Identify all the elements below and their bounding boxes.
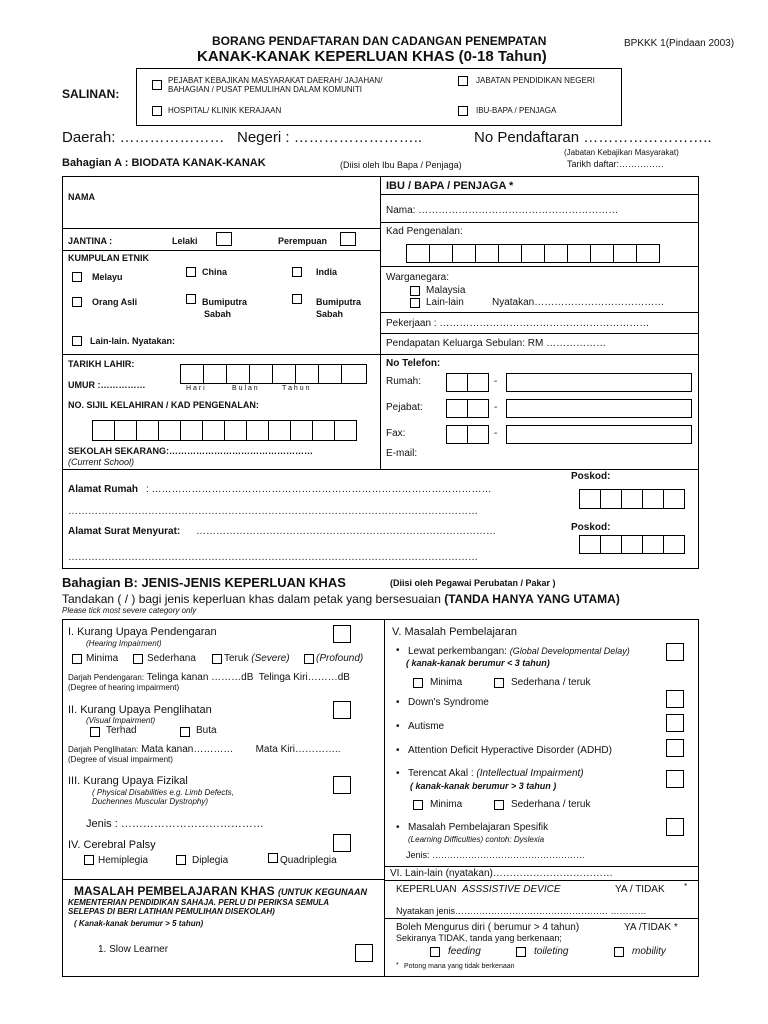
learning-title: V. Masalah Pembelajaran — [392, 626, 517, 638]
pejabat-area-box[interactable] — [467, 399, 489, 418]
kad-digit-box[interactable] — [590, 244, 614, 263]
vision-degree-en: (Degree of visual impairment) — [68, 755, 173, 764]
alamat-rumah-field[interactable]: : ………………………………………………………………………………………… — [146, 484, 492, 495]
checkbox-autisme[interactable] — [666, 714, 684, 732]
rumah-area-box[interactable] — [446, 373, 468, 392]
checkbox-downs-syndrome[interactable] — [666, 690, 684, 708]
physical-en1: ( Physical Disabilities e.g. Limb Defects, — [92, 788, 234, 797]
lain-lain-etnik-label: Lain-lain. Nyatakan: — [90, 336, 176, 346]
alamat-rumah-line2[interactable]: …………………………………………………………………………………………………………… — [68, 506, 478, 517]
hearing-sederhana-label: Sederhana — [147, 653, 196, 664]
checkbox-vision-buta[interactable] — [180, 727, 190, 737]
perempuan-label: Perempuan — [278, 236, 328, 246]
terencat-sederhana-label: Sederhana / teruk — [511, 799, 591, 810]
boleh-ya-tidak[interactable]: YA /TIDAK * — [624, 922, 678, 933]
hearing-profound-label: (Profound) — [316, 653, 364, 664]
lewat-row — [408, 645, 630, 658]
checkbox-hearing-profound[interactable] — [304, 654, 314, 664]
sijil-digit-box[interactable] — [114, 420, 137, 441]
umur-field[interactable]: UMUR :…………… — [68, 380, 146, 390]
feeding-label: feeding — [448, 946, 481, 957]
kad-digit-box[interactable] — [613, 244, 637, 263]
tarikh-daftar[interactable]: Tarikh daftar:…………… — [567, 159, 665, 169]
india-label: India — [316, 267, 338, 277]
terencat-minima-label: Minima — [430, 799, 463, 810]
dob-digit-box[interactable] — [272, 364, 296, 384]
daerah-field[interactable]: Daerah: ………………… — [62, 129, 225, 146]
jantina-label: JANTINA : — [68, 236, 113, 246]
mpk-title: MASALAH PEMBELAJARAN KHAS — [74, 884, 275, 898]
lewat-sederhana-label: Sederhana / teruk — [511, 677, 591, 688]
poskod-digit-box[interactable] — [663, 489, 685, 509]
section-b-instruction-en: Please tick most severe category only — [62, 606, 197, 615]
diplegia-label: Diplegia — [192, 855, 229, 866]
device-nyatakan-field[interactable]: Nyatakan jenis…………………………………………… ………… — [396, 906, 647, 916]
salinan-ibubapa-label: IBU-BAPA / PENJAGA — [476, 106, 557, 115]
physical-title: III. Kurang Upaya Fizikal — [68, 775, 188, 787]
checkbox-lewat-perkembangan[interactable] — [666, 643, 684, 661]
vision-darjah-label: Darjah Penglihatan: — [68, 745, 139, 754]
sijil-digit-box[interactable] — [202, 420, 225, 441]
parent-divider — [380, 222, 699, 223]
checkbox-salinan-jpn[interactable] — [458, 76, 468, 86]
salinan-label: SALINAN: — [62, 87, 120, 101]
keperluan-label: KEPERLUAN — [396, 884, 457, 895]
sekolah-field[interactable]: SEKOLAH SEKARANG:………………………………………… — [68, 446, 314, 456]
kad-digit-box[interactable] — [521, 244, 545, 263]
device-footnote: Potong mana yang tidak berkenaan — [404, 963, 515, 970]
lewat-label: Lewat perkembangan: — [408, 646, 507, 657]
vision-title: II. Kurang Upaya Penglihatan — [68, 704, 212, 716]
melayu-label: Melayu — [92, 272, 123, 282]
checkbox-salinan-pkmd[interactable] — [152, 80, 162, 90]
checkbox-toileting[interactable] — [516, 947, 526, 957]
kad-digit-box[interactable] — [452, 244, 476, 263]
nyatakan-warganegara-field[interactable]: Nyatakan………………………………… — [492, 297, 665, 308]
poskod2-digit-box[interactable] — [600, 535, 622, 554]
physical-en2: Duchennes Muscular Dystrophy) — [92, 797, 209, 806]
dob-digit-box[interactable] — [295, 364, 319, 384]
parent-nama-field[interactable]: Nama: …………………………………………………… — [386, 205, 619, 216]
orang-asli-label: Orang Asli — [92, 297, 138, 307]
parent-title: IBU / BAPA / PENJAGA * — [386, 180, 514, 192]
lain-lain-field[interactable]: VI. Lain-lain (nyatakan)……………………………… — [390, 868, 613, 879]
poskod2-digit-box[interactable] — [642, 535, 664, 554]
mpk-divider — [62, 879, 384, 880]
checkbox-feeding[interactable] — [430, 947, 440, 957]
section-a-title: Bahagian A : BIODATA KANAK-KANAK — [62, 157, 266, 169]
jantina-underline — [62, 250, 380, 251]
checkbox-adhd[interactable] — [666, 739, 684, 757]
sijil-digit-box[interactable] — [180, 420, 203, 441]
dob-digit-box[interactable] — [318, 364, 342, 384]
current-school-caption: (Current School) — [68, 457, 135, 467]
checkbox-cerebral-palsy[interactable] — [333, 834, 351, 852]
kad-digit-box[interactable] — [498, 244, 522, 263]
hearing-teruk-label — [224, 653, 290, 665]
checkbox-salinan-ibubapa[interactable] — [458, 106, 468, 116]
salinan-pkmd-label-2: BAHAGIAN / PUSAT PEMULIHAN DALAM KOMUNITI — [168, 85, 362, 94]
fax-area-box[interactable] — [467, 425, 489, 444]
gdd-label: (Global Developmental Delay) — [509, 646, 630, 656]
poskod-digit-box[interactable] — [579, 489, 601, 509]
downs-bullet: • — [396, 697, 400, 708]
hearing-degree-en: (Degree of hearing impairment) — [68, 683, 180, 692]
hearing-darjah-label: Darjah Pendengaran: — [68, 673, 145, 682]
poskod2-digit-box[interactable] — [579, 535, 601, 554]
no-pendaftaran-field[interactable]: No Pendaftaran …………………….. — [474, 129, 712, 146]
device-asterisk: * — [684, 882, 688, 891]
sijil-digit-box[interactable] — [136, 420, 159, 441]
vision-buta-label: Buta — [196, 725, 217, 736]
spesifik-jenis-field[interactable]: Jenis: …………………………………………… — [406, 850, 586, 860]
pejabat-number-input[interactable] — [506, 399, 692, 418]
toileting-label: toileting — [534, 946, 569, 957]
sijil-digit-box[interactable] — [92, 420, 115, 441]
pejabat-area-box[interactable] — [446, 399, 468, 418]
checkbox-salinan-hospital[interactable] — [152, 106, 162, 116]
section-b-right-divider — [384, 866, 699, 867]
lain-warganegara-label: Lain-lain — [426, 297, 464, 308]
device-ya-tidak[interactable]: YA / TIDAK — [615, 884, 665, 895]
terencat-row — [408, 768, 584, 780]
bumiputra-sarawak-label-b: Sabah — [316, 309, 344, 319]
mobility-label: mobility — [632, 946, 666, 957]
sijil-digit-box[interactable] — [334, 420, 357, 441]
section-b-title: Bahagian B: JENIS-JENIS KEPERLUAN KHAS — [62, 575, 346, 590]
lewat-minima-label: Minima — [430, 677, 463, 688]
checkbox-terencat-akal[interactable] — [666, 770, 684, 788]
hearing-title: I. Kurang Upaya Pendengaran — [68, 626, 217, 638]
kad-digit-box[interactable] — [475, 244, 499, 263]
kad-digit-box[interactable] — [429, 244, 453, 263]
lelaki-label: Lelaki — [172, 236, 198, 246]
pendapatan-field[interactable]: Pendapatan Keluarga Sebulan: RM ……………… — [386, 338, 607, 349]
nama-label: NAMA — [68, 192, 95, 202]
kad-digit-box[interactable] — [567, 244, 591, 263]
checkbox-lelaki[interactable] — [216, 232, 232, 246]
terencat-bullet: • — [396, 768, 400, 779]
checkbox-perempuan[interactable] — [340, 232, 356, 246]
kad-digit-box[interactable] — [544, 244, 568, 263]
alamat-surat-field[interactable]: ……………………………………………………………………………… — [196, 526, 496, 537]
hemiplegia-label: Hemiplegia — [98, 855, 149, 866]
checkbox-vision-terhad[interactable] — [90, 727, 100, 737]
telefon-label: No Telefon: — [386, 358, 441, 369]
salinan-pkmd-label: PEJABAT KEBAJIKAN MASYARAKAT DAERAH/ JAJAHAN/ — [168, 76, 383, 85]
form-title-line2: KANAK-KANAK KEPERLUAN KHAS (0-18 Tahun) — [197, 48, 547, 65]
terencat-age-note: ( kanak-kanak berumur > 3 tahun ) — [410, 781, 557, 791]
jkm-note: (Jabatan Kebajikan Masyarakat) — [564, 148, 679, 157]
bumiputra-sabah-label-b: Sabah — [204, 309, 232, 319]
hearing-severe-text: (Severe) — [251, 653, 290, 664]
kad-digit-box[interactable] — [406, 244, 430, 263]
checkbox-hemiplegia[interactable] — [84, 855, 94, 865]
ii-label: (Intellectual Impairment) — [476, 768, 584, 779]
parent-divider — [380, 333, 699, 334]
quadriplegia-label: Quadriplegia — [280, 855, 337, 866]
checkbox-lain-lain-etnik[interactable] — [72, 336, 82, 346]
checkbox-bumiputra-sabah[interactable] — [186, 294, 196, 304]
checkbox-physical[interactable] — [333, 776, 351, 794]
poskod-digit-box[interactable] — [621, 489, 643, 509]
alamat-rumah-label: Alamat Rumah — [68, 484, 139, 495]
negeri-field[interactable]: Negeri : …………………….. — [237, 129, 423, 146]
pejabat-phone-label: Pejabat: — [386, 402, 423, 413]
bulan-caption: B u l a n — [232, 385, 258, 392]
dob-digit-box[interactable] — [180, 364, 204, 384]
fax-area-box[interactable] — [446, 425, 468, 444]
sijil-digit-box[interactable] — [312, 420, 335, 441]
mpk-title-note: (UNTUK KEGUNAAN — [278, 887, 368, 897]
checkbox-hearing-sederhana[interactable] — [133, 654, 143, 664]
rumah-phone-label: Rumah: — [386, 376, 422, 387]
poskod2-digit-box[interactable] — [663, 535, 685, 554]
spesifik-en: (Learning Difficulties) contoh: Dyslexia — [408, 835, 545, 844]
spesifik-bullet: • — [396, 822, 400, 833]
checkbox-hearing-teruk[interactable] — [212, 654, 222, 664]
cerebral-palsy-title: IV. Cerebral Palsy — [68, 839, 156, 851]
hearing-kanan-field[interactable]: Telinga kanan ………dB — [146, 672, 254, 683]
boleh-mengurus-label: Boleh Mengurus diri ( berumur > 4 tahun) — [396, 922, 580, 933]
physical-jenis-field[interactable]: Jenis : ………………………………… — [86, 818, 264, 830]
mpk-line2: KEMENTERIAN PENDIDIKAN SAHAJA. PERLU DI PERIKSA SEMULA — [68, 898, 330, 907]
downs-label: Down's Syndrome — [408, 697, 489, 708]
checkbox-melayu[interactable] — [72, 272, 82, 282]
mpk-title-row — [74, 884, 367, 898]
checkbox-vision[interactable] — [333, 701, 351, 719]
dob-digit-box[interactable] — [203, 364, 227, 384]
bumiputra-sarawak-label-a: Bumiputra — [316, 297, 361, 307]
pejabat-dash: - — [494, 402, 498, 413]
bumiputra-sabah-label-a: Bumiputra — [202, 297, 247, 307]
terencat-label: Terencat Akal : — [408, 768, 474, 779]
poskod-digit-box[interactable] — [642, 489, 664, 509]
fax-label: Fax: — [386, 428, 406, 439]
autisme-label: Autisme — [408, 721, 445, 732]
fax-dash: - — [494, 428, 498, 439]
sijil-digit-box[interactable] — [246, 420, 269, 441]
warganegara-label: Warganegara: — [386, 272, 449, 283]
hearing-kiri-field[interactable]: Telinga Kiri………dB — [258, 672, 350, 683]
adhd-label: Attention Deficit Hyperactive Disorder (ADHD) — [408, 745, 612, 756]
mpk-age-note: ( Kanak-kanak berumur > 5 tahun) — [74, 919, 204, 928]
sijil-label: NO. SIJIL KELAHIRAN / KAD PENGENALAN: — [68, 400, 259, 410]
autisme-bullet: • — [396, 721, 400, 732]
checkbox-diplegia[interactable] — [176, 855, 186, 865]
salinan-jpn-label: JABATAN PENDIDIKAN NEGERI — [476, 76, 595, 85]
checkbox-hearing[interactable] — [333, 625, 351, 643]
section-b-vertical-divider — [384, 619, 385, 977]
checkbox-bumiputra-sarawak[interactable] — [292, 294, 302, 304]
section-a-note: (Diisi oleh Ibu Bapa / Penjaga) — [340, 160, 462, 170]
china-label: China — [202, 267, 228, 277]
section-b-note: (Diisi oleh Pegawai Perubatan / Pakar ) — [390, 578, 556, 588]
biodata-divider-1 — [62, 354, 699, 355]
vision-en: (Visual Impairment) — [86, 716, 156, 725]
parent-divider — [380, 266, 699, 267]
sekiranya-label: Sekiranya TIDAK, tanda yang berkenaan; — [396, 933, 562, 943]
checkbox-india[interactable] — [292, 267, 302, 277]
sijil-digit-box[interactable] — [268, 420, 291, 441]
vision-kiri-field[interactable]: Mata Kiri………….. — [255, 744, 341, 755]
alamat-surat-label: Alamat Surat Menyurat: — [68, 526, 181, 537]
salinan-hospital-label: HOSPITAL/ KLINIK KERAJAAN — [168, 106, 282, 115]
device-top-divider — [384, 880, 699, 881]
dob-digit-box[interactable] — [341, 364, 367, 384]
malaysia-label: Malaysia — [426, 285, 466, 296]
adhd-bullet: • — [396, 745, 400, 756]
device-footnote-star: * — [396, 962, 399, 969]
hearing-teruk-text: Teruk — [224, 653, 249, 664]
device-divider — [384, 918, 699, 919]
spesifik-label: Masalah Pembelajaran Spesifik — [408, 822, 549, 833]
dob-digit-box[interactable] — [249, 364, 273, 384]
nama-underline — [62, 228, 380, 229]
poskod2-digit-box[interactable] — [621, 535, 643, 554]
form-code: BPKKK 1(Pindaan 2003) — [624, 38, 735, 49]
rumah-dash: - — [494, 376, 498, 387]
checkbox-terencat-sederhana[interactable] — [494, 800, 504, 810]
mpk-line3: SELEPAS DI BERI LATIHAN PEMULIHAN DISEKOLAH) — [68, 907, 275, 916]
sijil-digit-box[interactable] — [224, 420, 247, 441]
section-b-instruction — [62, 592, 620, 606]
form-title-line1: BORANG PENDAFTARAN DAN CADANGAN PENEMPATAN — [212, 34, 547, 48]
fax-number-input[interactable] — [506, 425, 692, 444]
biodata-divider-2 — [62, 469, 699, 470]
slow-learner-label: 1. Slow Learner — [98, 944, 169, 955]
parent-title-underline — [380, 194, 699, 195]
lewat-age-note: ( kanak-kanak berumur < 3 tahun) — [406, 658, 550, 668]
checkbox-lewat-minima[interactable] — [413, 678, 423, 688]
section-b-instruction-text: Tandakan ( / ) bagi jenis keperluan khas dalam petak yang bersesuaian — [62, 592, 441, 606]
hearing-minima-label: Minima — [86, 653, 119, 664]
assistive-label: ASSSISTIVE DEVICE — [462, 884, 561, 895]
vision-kanan-field[interactable]: Mata kanan………… — [141, 744, 234, 755]
kumpulan-etnik-label: KUMPULAN ETNIK — [68, 253, 149, 263]
rumah-area-box[interactable] — [467, 373, 489, 392]
poskod2-label: Poskod: — [571, 522, 611, 533]
checkbox-lain-warganegara[interactable] — [410, 298, 420, 308]
dob-digit-box[interactable] — [226, 364, 250, 384]
kad-pengenalan-label: Kad Pengenalan: — [386, 226, 463, 237]
pekerjaan-field[interactable]: Pekerjaan : ……………………………………………………… — [386, 318, 650, 329]
tahun-caption: T a h u n — [282, 385, 310, 392]
rumah-number-input[interactable] — [506, 373, 692, 392]
lewat-bullet: • — [396, 645, 400, 656]
sijil-digit-box[interactable] — [158, 420, 181, 441]
checkbox-orang-asli[interactable] — [72, 297, 82, 307]
checkbox-china[interactable] — [186, 267, 196, 277]
tarikh-lahir-label: TARIKH LAHIR: — [68, 359, 135, 369]
vision-terhad-label: Terhad — [106, 725, 137, 736]
biodata-vertical-divider — [380, 176, 381, 469]
parent-divider — [380, 312, 699, 313]
device-row — [396, 884, 561, 896]
checkbox-mobility[interactable] — [614, 947, 624, 957]
section-b-instruction-bold: (TANDA HANYA YANG UTAMA) — [444, 592, 620, 606]
hearing-en: (Hearing Impairment) — [86, 639, 162, 648]
poskod-digit-box[interactable] — [600, 489, 622, 509]
kad-digit-box[interactable] — [636, 244, 660, 263]
checkbox-malaysia[interactable] — [410, 286, 420, 296]
email-label: E-mail: — [386, 448, 418, 459]
alamat-surat-line2[interactable]: …………………………………………………………………………………………………………… — [68, 552, 478, 563]
checkbox-quadriplegia[interactable] — [268, 853, 278, 863]
sijil-digit-box[interactable] — [290, 420, 313, 441]
poskod-label: Poskod: — [571, 471, 611, 482]
hari-caption: H a r i — [186, 385, 205, 392]
checkbox-slow-learner[interactable] — [355, 944, 373, 962]
checkbox-terencat-minima[interactable] — [413, 800, 423, 810]
checkbox-lewat-sederhana[interactable] — [494, 678, 504, 688]
checkbox-hearing-minima[interactable] — [72, 654, 82, 664]
checkbox-pembelajaran-spesifik[interactable] — [666, 818, 684, 836]
